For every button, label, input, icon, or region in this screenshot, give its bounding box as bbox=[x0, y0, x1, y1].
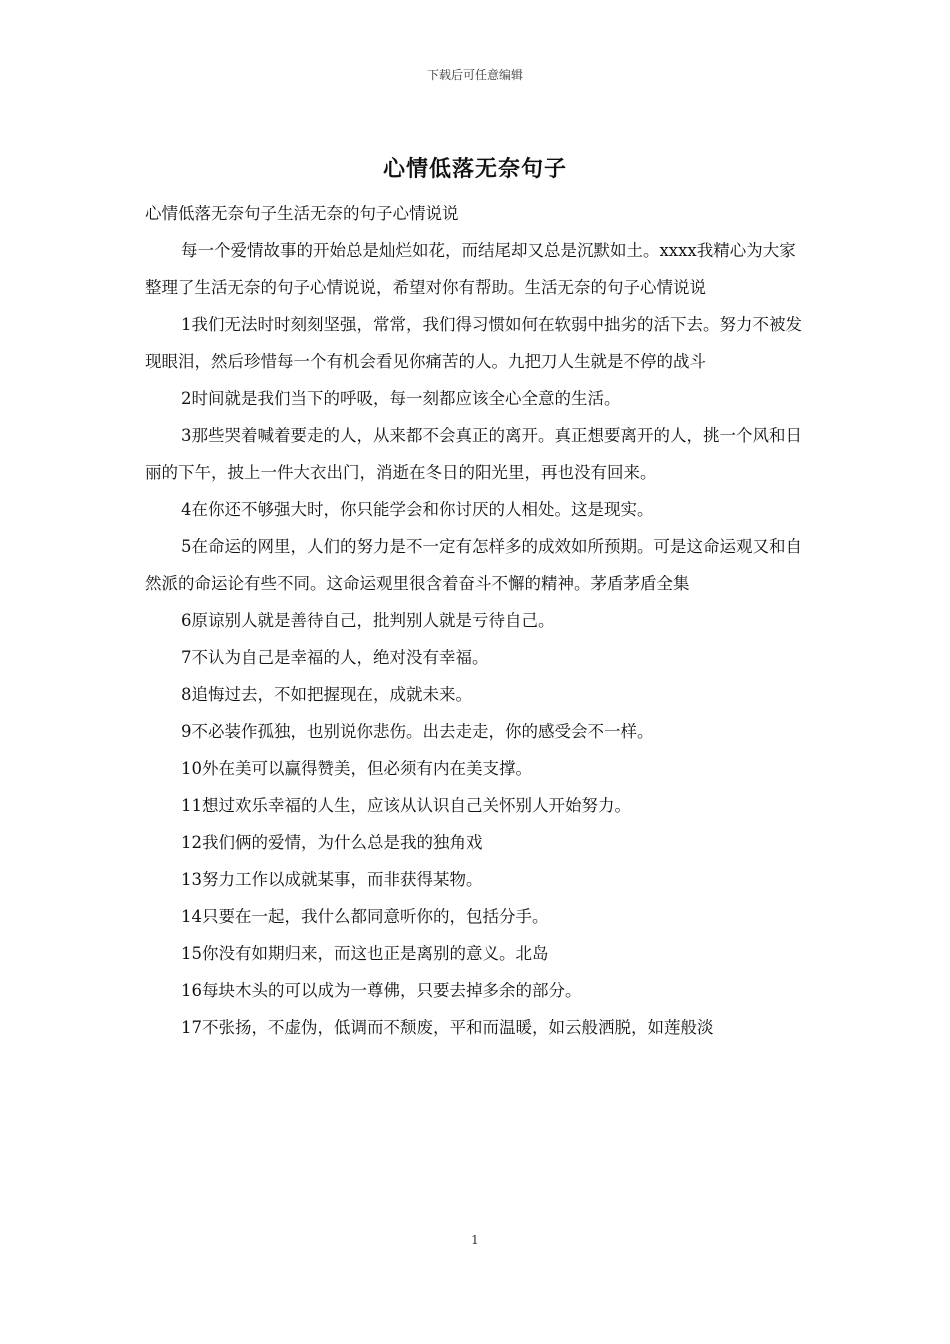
item-12: 12我们俩的爱情，为什么总是我的独角戏 bbox=[181, 833, 483, 852]
item-8: 8追悔过去，不如把握现在，成就未来。 bbox=[181, 685, 472, 704]
item-11: 11想过欢乐幸福的人生，应该从认识自己关怀别人开始努力。 bbox=[181, 796, 631, 815]
header-note: 下载后可任意编辑 bbox=[426, 68, 523, 82]
item-14: 14只要在一起，我什么都同意听你的，包括分手。 bbox=[181, 907, 549, 926]
item-17: 17不张扬，不虚伪，低调而不颓废，平和而温暖，如云般洒脱，如莲般淡 bbox=[181, 1018, 714, 1037]
item-15: 15你没有如期归来，而这也正是离别的意义。北岛 bbox=[181, 944, 549, 963]
item-10: 10外在美可以赢得赞美，但必须有内在美支撑。 bbox=[181, 759, 532, 778]
item-6: 6原谅别人就是善待自己，批判别人就是亏待自己。 bbox=[181, 611, 555, 630]
item-3: 3那些哭着喊着要走的人，从来都不会真正的离开。真正想要离开的人，挑一个风和日丽的下午，披上一件大衣出门，消逝在冬日的阳光里，再也没有回来。 bbox=[145, 426, 802, 482]
document-subtitle: 心情低落无奈句子生活无奈的句子心情说说 bbox=[145, 204, 459, 223]
item-13: 13努力工作以成就某事，而非获得某物。 bbox=[181, 870, 483, 889]
item-9: 9不必装作孤独，也别说你悲伤。出去走走，你的感受会不一样。 bbox=[181, 722, 654, 741]
document-body bbox=[145, 195, 810, 1046]
item-4: 4在你还不够强大时，你只能学会和你讨厌的人相处。这是现实。 bbox=[181, 500, 654, 519]
item-16: 16每块木头的可以成为一尊佛，只要去掉多余的部分。 bbox=[181, 981, 582, 1000]
document-title: 心情低落无奈句子 bbox=[382, 156, 567, 182]
item-7: 7不认为自己是幸福的人，绝对没有幸福。 bbox=[181, 648, 489, 667]
intro-paragraph: 每一个爱情故事的开始总是灿烂如花，而结尾却又总是沉默如土。xxxx我精心为大家整理了生活无奈的句子心情说说，希望对你有帮助。生活无奈的句子心情说说 bbox=[145, 241, 796, 297]
item-1: 1我们无法时时刻刻坚强，常常，我们得习惯如何在软弱中拙劣的活下去。努力不被发现眼泪，然后珍惜每一个有机会看见你痛苦的人。九把刀人生就是不停的战斗 bbox=[145, 315, 802, 371]
item-5: 5在命运的网里，人们的努力是不一定有怎样多的成效如所预期。可是这命运观又和自然派的命运论有些不同。这命运观里很含着奋斗不懈的精神。茅盾茅盾全集 bbox=[145, 537, 802, 593]
item-2: 2时间就是我们当下的呼吸，每一刻都应该全心全意的生活。 bbox=[181, 389, 621, 408]
page-number: 1 bbox=[471, 1233, 479, 1247]
